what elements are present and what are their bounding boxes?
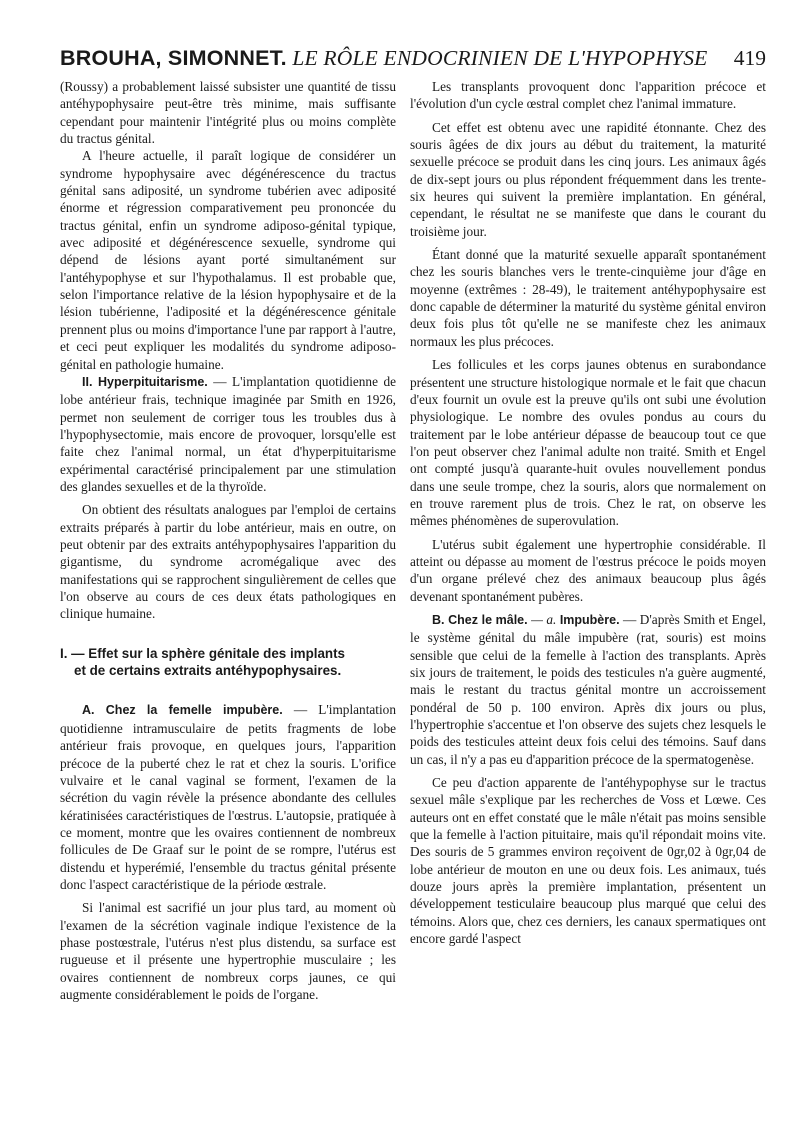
subheading-impubere: Impubère. (559, 612, 620, 627)
paragraph: Ce peu d'action apparente de l'antéhypophyse sur le tractus sexuel mâle s'explique par les recherches de Voss et Lœwe. Ces auteurs ont en effet constaté que le mâle n'était pas moins sensible que la femelle à l'action pituitaire, mais qu'il répondait moins vite. Des souris de 5 grammes environ reçoivent de 0gr,02 à 0gr,04 de lobe antérieur de mouton en une ou deux fois. Les animaux, tués douze jours après la première implantation, présentent un développement testiculaire beaucoup plus marqué que celui des témoins. Alors que, chez ces derniers, les canaux spermatiques ont encore gardé l'aspect (410, 775, 766, 947)
header-authors: BROUHA, SIMONNET. (60, 46, 287, 70)
page-number: 419 (733, 46, 766, 70)
header-title (60, 46, 708, 71)
paragraph: On obtient des résultats analogues par l'emploi de certains extraits préparés à partir du lobe antérieur, mais en outre, on peut obtenir par des extraits antéhypophysaires l'apparition du gigantisme, du syndrome acromégalique avec des manifestations qui se rapprochent singulièrement de celles que l'on observe au cours de ces deux états pathologiques en clinique humaine. (60, 502, 396, 622)
paragraph (60, 701, 396, 893)
paragraph: A l'heure actuelle, il paraît logique de considérer un syndrome hypophysaire avec dégénérescence du tractus génital sans adiposité, un syndrome tubérien avec adiposité énorme et régression comparativement peu prononcée du tractus génital, enfin un syndrome adiposo-génital typique, avec adiposité et dégénérescence sexuelle, syndrome qui dépend de lésions ayant porté simultanément sur l'antéhypophyse et sur l'hypothalamus. Il est probable que, selon l'importance relative de la lésion hypophysaire et de la lésion tubérienne, l'adiposité et la dégénérescence génitale prennent plus ou moins d'importance l'une par rapport à l'autre, et ceci peut expliquer les modalités du syndrome adiposo-génital en pathologie humaine. (60, 148, 396, 372)
paragraph: Si l'animal est sacrifié un jour plus tard, au moment où l'examen de la sécrétion vaginale indique l'existence de la phase postœstrale, l'utérus n'est plus distendu, sa surface est rugueuse et il présente une hypertrophie musculaire ; les ovaires contiennent de nombreux corps jaunes, ce qui augmente considérablement le poids de l'organe. (60, 900, 396, 1002)
paragraph: L'utérus subit également une hypertrophie considérable. Il atteint ou dépasse au moment de l'œstrus précoce le poids moyen d'un organe prélevé chez des animaux beaucoup plus âgés devenant spontanément pubères. (410, 536, 766, 604)
section-heading (60, 645, 396, 680)
paragraph: Cet effet est obtenu avec une rapidité étonnante. Chez des souris âgées de dix jours au début du traitement, la maturité sexuelle précoce se produit dans les cinq jours. Les animaux âgés de dix-sept jours ou plus répondent fréquemment dans les trente-six heures qui suivent la première implantation. En général, cependant, le résultat ne se manifeste que dans le courant du troisième jour. (410, 119, 766, 239)
paragraph-text: — a. (527, 611, 560, 627)
subheading-hyperpituitarisme: II. Hyperpituitarisme. (82, 374, 208, 389)
left-column (60, 78, 396, 1003)
paragraph: Les follicules et les corps jaunes obtenus en surabondance présentent une structure histologique normale et le fait que chacun d'eux fournit un ovule est la preuve qu'ils ont subi une évolution physiologique. Le nombre des ovules pondus au cours du traitement par le lobe antérieur dépasse de beaucoup tout ce que l'on peut observer chez l'animal adulte non traité. Smith et Engel ont compté jusqu'à quarante-huit ovules nouvellement pondus dans une seule trompe, chez la souris, alors que normalement on en trouve rarement plus de trois. Chez le rat, on observe les mêmes phénomènes de superovulation. (410, 357, 766, 529)
paragraph (410, 611, 766, 768)
subheading-femelle: A. Chez la femelle impubère. (82, 703, 283, 718)
right-column (410, 78, 766, 948)
paragraph: Les transplants provoquent donc l'apparition précoce et l'évolution d'un cycle œstral complet chez l'animal immature. (410, 79, 766, 112)
paragraph: (Roussy) a probablement laissé subsister une quantité de tissu antéhypophysaire peut-être très minime, mais suffisante cependant pour maintenir l'intégrité plus ou moins complète du tractus génital. (60, 79, 396, 147)
header-subject: LE RÔLE ENDOCRINIEN DE L'HYPOPHYSE (292, 46, 708, 70)
paragraph-text: — D'après Smith et Engel, le système génital du mâle impubère (rat, souris) est moins sensible que celui de la femelle à l'action des transplants. Après six jours de traitement, le poids des testicules n'a guère augmenté, mais le restant du tractus génital montre un accroissement pondéral de 50 p. 100 environ. Après dix jours ou plus, l'hypertrophie s'accentue et l'on observe des sujets chez lesquels le poids des testicules atteint deux fois celui des témoins. Sauf dans un cas, il n'y a pas eu d'apparition précoce de la spermatogenèse. (410, 611, 766, 767)
paragraph (60, 373, 396, 495)
section-heading-line2: et de certains extraits antéhypophysaires. (74, 663, 342, 679)
running-header (60, 46, 766, 78)
paragraph: Étant donné que la maturité sexuelle apparaît spontanément chez les souris blanches vers le trente-cinquième jour d'âge en moyenne (extrêmes : 28-49), le traitement antéhypophysaire est donc capable de déterminer la maturité du système génital environ deux fois plus tôt qu'elle ne se manifeste chez les animaux normaux les plus précoces. (410, 247, 766, 349)
subheading-male: B. Chez le mâle. (432, 612, 528, 627)
section-heading-line1: I. — Effet sur la sphère génitale des implants (60, 645, 346, 661)
paragraph-text: — L'implantation quotidienne intramusculaire de petits fragments de lobe antérieur frais provoque, en quelques jours, l'apparition précoce de la puberté chez le rat et chez la souris. L'orifice vulvaire et le canal vaginal se forment, l'examen de la sécrétion du vagin révèle la présence abondante des cellules kératinisées caractéristiques de l'œstrus. L'autopsie, pratiquée à ce moment, montre que les ovaires contiennent de nombreux follicules de De Graaf sur le point de se rompre, l'utérus est distendu et hyperémié, l'ensemble du tractus génital présente donc l'aspect caractéristique de la période œstrale. (60, 702, 396, 892)
paragraph-text: — L'implantation quotidienne de lobe antérieur frais, technique imaginée par Smith en 1926, permet non seulement de corriger tous les troubles dus à l'hypophysectomie, mais encore de provoquer, lorsqu'elle est faite chez l'animal normal, un état d'hyperpituitarisme expérimental caractérisé principalement par une stimulation des glandes sexuelles et de la thyroïde. (60, 373, 396, 494)
